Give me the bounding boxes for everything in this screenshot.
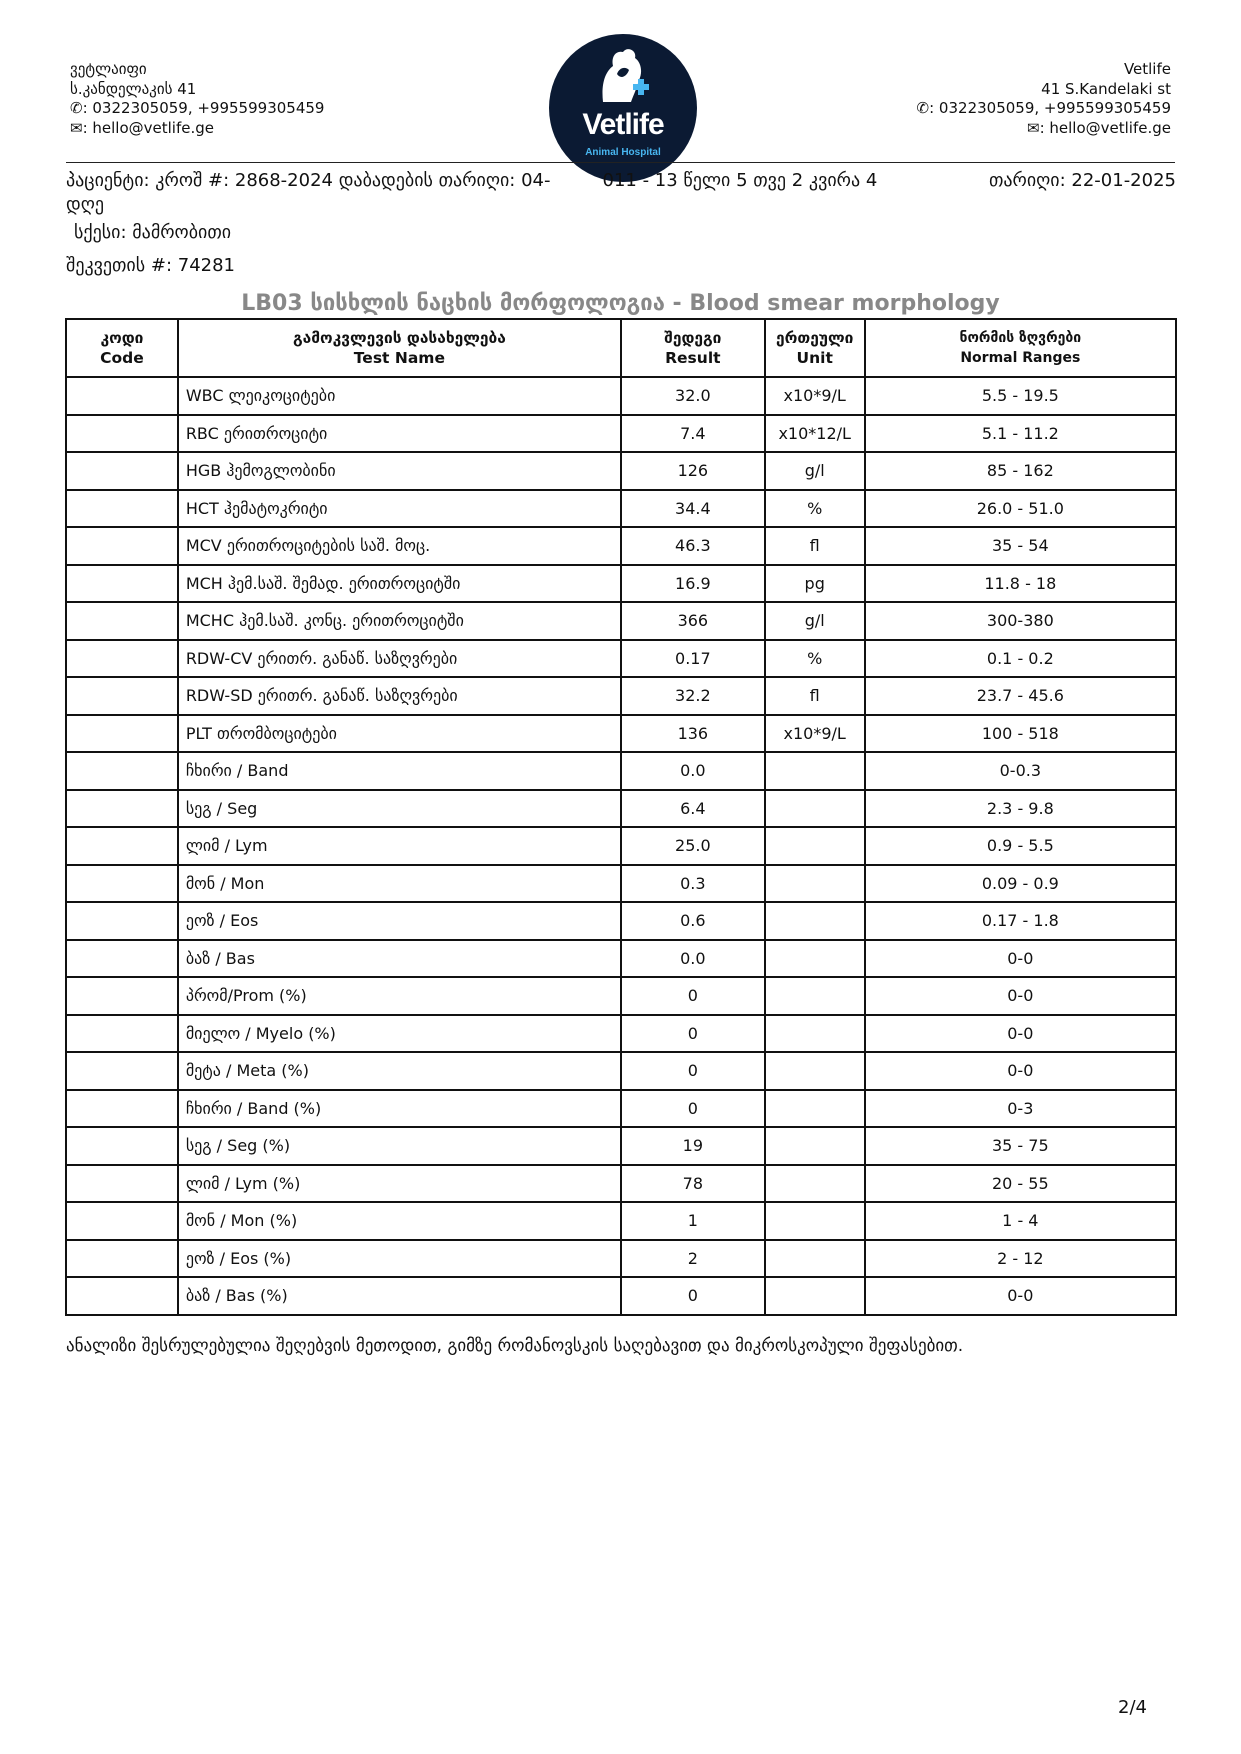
cell-unit: g/l [765, 452, 865, 490]
cell-test-name: MCH ჰემ.საშ. შემად. ერითროციტში [178, 565, 621, 603]
table-row [66, 827, 1176, 865]
cell-result: 0 [621, 1277, 765, 1315]
table-row [66, 1015, 1176, 1053]
cell-result: 6.4 [621, 790, 765, 828]
cell-code [66, 565, 178, 603]
cell-test-name: HCT ჰემატოკრიტი [178, 490, 621, 528]
cell-unit: fl [765, 527, 865, 565]
cell-result: 32.0 [621, 377, 765, 415]
patient-info-line [66, 168, 1176, 194]
cell-test-name: RDW-CV ერითრ. განაწ. საზღვრები [178, 640, 621, 678]
cell-result: 0.0 [621, 940, 765, 978]
cell-result: 32.2 [621, 677, 765, 715]
cell-test-name: მონ / Mon [178, 865, 621, 903]
cell-result: 126 [621, 452, 765, 490]
cell-normal-range: 11.8 - 18 [865, 565, 1176, 603]
cell-code [66, 940, 178, 978]
patient-sex: სქესი: მამრობითი [74, 222, 232, 243]
table-row [66, 977, 1176, 1015]
cell-unit: % [765, 490, 865, 528]
cell-test-name: პრომ/Prom (%) [178, 977, 621, 1015]
cell-normal-range: 2 - 12 [865, 1240, 1176, 1278]
cell-unit: x10*9/L [765, 715, 865, 753]
clinic-info-english [917, 60, 1171, 138]
table-row [66, 1127, 1176, 1165]
cell-code [66, 1090, 178, 1128]
cell-result: 136 [621, 715, 765, 753]
cell-code [66, 415, 178, 453]
clinic-email: ✉: hello@vetlife.ge [70, 118, 214, 137]
table-row [66, 752, 1176, 790]
cell-unit: pg [765, 565, 865, 603]
logo-subtitle: Animal Hospital [585, 147, 661, 158]
order-number: შეკვეთის #: 74281 [66, 255, 235, 276]
cell-unit [765, 1165, 865, 1203]
results-table [65, 318, 1177, 1316]
table-row [66, 527, 1176, 565]
cell-code [66, 1052, 178, 1090]
clinic-name: ვეტლაიფი [70, 60, 147, 78]
cell-test-name: MCHC ჰემ.საშ. კონც. ერითროციტში [178, 602, 621, 640]
cell-unit [765, 1240, 865, 1278]
table-row [66, 1202, 1176, 1240]
cell-result: 16.9 [621, 565, 765, 603]
cell-code [66, 1165, 178, 1203]
cell-code [66, 1127, 178, 1165]
cell-code [66, 640, 178, 678]
cell-unit [765, 827, 865, 865]
header-normal-ranges: ნორმის ზღვრები Normal Ranges [865, 319, 1176, 377]
cell-normal-range: 0.09 - 0.9 [865, 865, 1176, 903]
cell-unit: x10*9/L [765, 377, 865, 415]
cell-test-name: მიელო / Myelo (%) [178, 1015, 621, 1053]
cell-test-name: მეტა / Meta (%) [178, 1052, 621, 1090]
table-row [66, 602, 1176, 640]
cell-test-name: HGB ჰემოგლობინი [178, 452, 621, 490]
cell-code [66, 602, 178, 640]
table-row [66, 640, 1176, 678]
patient-age-continuation: დღე [66, 194, 105, 215]
table-row [66, 565, 1176, 603]
cell-code [66, 790, 178, 828]
cell-test-name: სეგ / Seg (%) [178, 1127, 621, 1165]
cell-result: 0.3 [621, 865, 765, 903]
cell-normal-range: 35 - 75 [865, 1127, 1176, 1165]
cell-normal-range: 0-3 [865, 1090, 1176, 1128]
cell-test-name: PLT თრომბოციტები [178, 715, 621, 753]
cell-normal-range: 20 - 55 [865, 1165, 1176, 1203]
cell-normal-range: 0-0 [865, 940, 1176, 978]
cell-normal-range: 300-380 [865, 602, 1176, 640]
patient-id-birth: პაციენტი: კროშ #: 2868-2024 დაბადების თარიღი: 04- [66, 170, 551, 191]
cell-unit [765, 865, 865, 903]
clinic-address: ს.კანდელაკის 41 [70, 79, 197, 98]
clinic-phone-en: ✆: 0322305059, +995599305459 [916, 99, 1171, 117]
cell-normal-range: 0.17 - 1.8 [865, 902, 1176, 940]
cell-code [66, 827, 178, 865]
cell-unit [765, 1052, 865, 1090]
table-row [66, 715, 1176, 753]
clinic-name-en: Vetlife [1123, 60, 1171, 78]
cell-result: 25.0 [621, 827, 765, 865]
method-note: ანალიზი შესრულებულია შეღებვის მეთოდით, გიმზე რომანოვსკის საღებავით და მიკროსკოპული შეფასებით. [66, 1336, 964, 1356]
cell-unit: % [765, 640, 865, 678]
header-code: კოდი Code [66, 319, 178, 377]
cell-result: 19 [621, 1127, 765, 1165]
cell-code [66, 1277, 178, 1315]
cell-normal-range: 2.3 - 9.8 [865, 790, 1176, 828]
cell-code [66, 527, 178, 565]
cell-normal-range: 35 - 54 [865, 527, 1176, 565]
cell-code [66, 752, 178, 790]
patient-birth-rest: 011 - 13 წელი 5 თვე 2 კვირა 4 [602, 170, 878, 191]
cell-normal-range: 0-0 [865, 977, 1176, 1015]
cell-test-name: მონ / Mon (%) [178, 1202, 621, 1240]
cell-normal-range: 100 - 518 [865, 715, 1176, 753]
cell-test-name: ბაზ / Bas (%) [178, 1277, 621, 1315]
logo-brand: Vetlife [582, 108, 664, 141]
cell-result: 0 [621, 1015, 765, 1053]
cell-normal-range: 5.1 - 11.2 [865, 415, 1176, 453]
cell-result: 2 [621, 1240, 765, 1278]
table-row [66, 790, 1176, 828]
cell-unit [765, 790, 865, 828]
header-unit: ერთეული Unit [765, 319, 865, 377]
cell-result: 34.4 [621, 490, 765, 528]
table-row [66, 1240, 1176, 1278]
cell-unit [765, 902, 865, 940]
table-row [66, 377, 1176, 415]
report-date: თარიღი: 22-01-2025 [988, 170, 1176, 191]
cell-normal-range: 85 - 162 [865, 452, 1176, 490]
cell-result: 78 [621, 1165, 765, 1203]
table-row [66, 490, 1176, 528]
cell-result: 1 [621, 1202, 765, 1240]
cell-normal-range: 0.9 - 5.5 [865, 827, 1176, 865]
cell-unit [765, 977, 865, 1015]
cell-code [66, 902, 178, 940]
header-test-name: გამოკვლევის დასახელება Test Name [178, 319, 621, 377]
clinic-info-georgian [70, 60, 324, 138]
cell-code [66, 1202, 178, 1240]
table-row [66, 677, 1176, 715]
table-row [66, 902, 1176, 940]
table-row [66, 1277, 1176, 1315]
cell-result: 0 [621, 1052, 765, 1090]
cell-test-name: RBC ერითროციტი [178, 415, 621, 453]
cell-code [66, 1015, 178, 1053]
cell-unit [765, 1202, 865, 1240]
page-number: 2/4 [1118, 1697, 1147, 1718]
cell-normal-range: 0-0 [865, 1015, 1176, 1053]
table-row [66, 1052, 1176, 1090]
table-row [66, 452, 1176, 490]
dog-cat-icon [593, 44, 653, 106]
cell-code [66, 377, 178, 415]
cell-unit [765, 1127, 865, 1165]
clinic-address-en: 41 S.Kandelaki st [1041, 79, 1171, 98]
cell-result: 46.3 [621, 527, 765, 565]
table-row [66, 940, 1176, 978]
cell-normal-range: 26.0 - 51.0 [865, 490, 1176, 528]
cell-code [66, 977, 178, 1015]
cell-test-name: ბაზ / Bas [178, 940, 621, 978]
cell-unit [765, 1090, 865, 1128]
cell-unit: g/l [765, 602, 865, 640]
clinic-email-en: ✉: hello@vetlife.ge [1027, 118, 1171, 137]
cell-normal-range: 1 - 4 [865, 1202, 1176, 1240]
cell-test-name: ეოზ / Eos (%) [178, 1240, 621, 1278]
cell-test-name: სეგ / Seg [178, 790, 621, 828]
clinic-phone: ✆: 0322305059, +995599305459 [70, 99, 325, 117]
cell-test-name: ლიმ / Lym (%) [178, 1165, 621, 1203]
cell-normal-range: 0.1 - 0.2 [865, 640, 1176, 678]
cell-code [66, 865, 178, 903]
cell-unit [765, 752, 865, 790]
cell-normal-range: 5.5 - 19.5 [865, 377, 1176, 415]
header-result: შედეგი Result [621, 319, 765, 377]
cell-result: 0 [621, 1090, 765, 1128]
cell-normal-range: 0-0 [865, 1052, 1176, 1090]
table-row [66, 415, 1176, 453]
cell-code [66, 715, 178, 753]
header-divider [66, 162, 1175, 163]
cell-unit: x10*12/L [765, 415, 865, 453]
cell-result: 7.4 [621, 415, 765, 453]
cell-result: 0.6 [621, 902, 765, 940]
cell-code [66, 677, 178, 715]
report-title: LB03 სისხლის ნაცხის მორფოლოგია - Blood smear morphology [241, 291, 1000, 316]
cell-unit [765, 940, 865, 978]
cell-code [66, 490, 178, 528]
cell-test-name: RDW-SD ერითრ. განაწ. საზღვრები [178, 677, 621, 715]
cell-test-name: ჩხირი / Band [178, 752, 621, 790]
cell-result: 366 [621, 602, 765, 640]
table-row [66, 1165, 1176, 1203]
cell-result: 0.17 [621, 640, 765, 678]
cell-unit [765, 1277, 865, 1315]
cell-test-name: ეოზ / Eos [178, 902, 621, 940]
cell-test-name: ჩხირი / Band (%) [178, 1090, 621, 1128]
cell-test-name: MCV ერითროციტების საშ. მოც. [178, 527, 621, 565]
cell-unit [765, 1015, 865, 1053]
cell-result: 0.0 [621, 752, 765, 790]
cell-result: 0 [621, 977, 765, 1015]
vetlife-logo [549, 34, 697, 182]
table-header-row [66, 319, 1176, 377]
cell-code [66, 452, 178, 490]
cell-normal-range: 23.7 - 45.6 [865, 677, 1176, 715]
cell-normal-range: 0-0 [865, 1277, 1176, 1315]
table-row [66, 1090, 1176, 1128]
cell-unit: fl [765, 677, 865, 715]
cell-test-name: WBC ლეიკოციტები [178, 377, 621, 415]
cell-normal-range: 0-0.3 [865, 752, 1176, 790]
cell-code [66, 1240, 178, 1278]
table-row [66, 865, 1176, 903]
cell-test-name: ლიმ / Lym [178, 827, 621, 865]
